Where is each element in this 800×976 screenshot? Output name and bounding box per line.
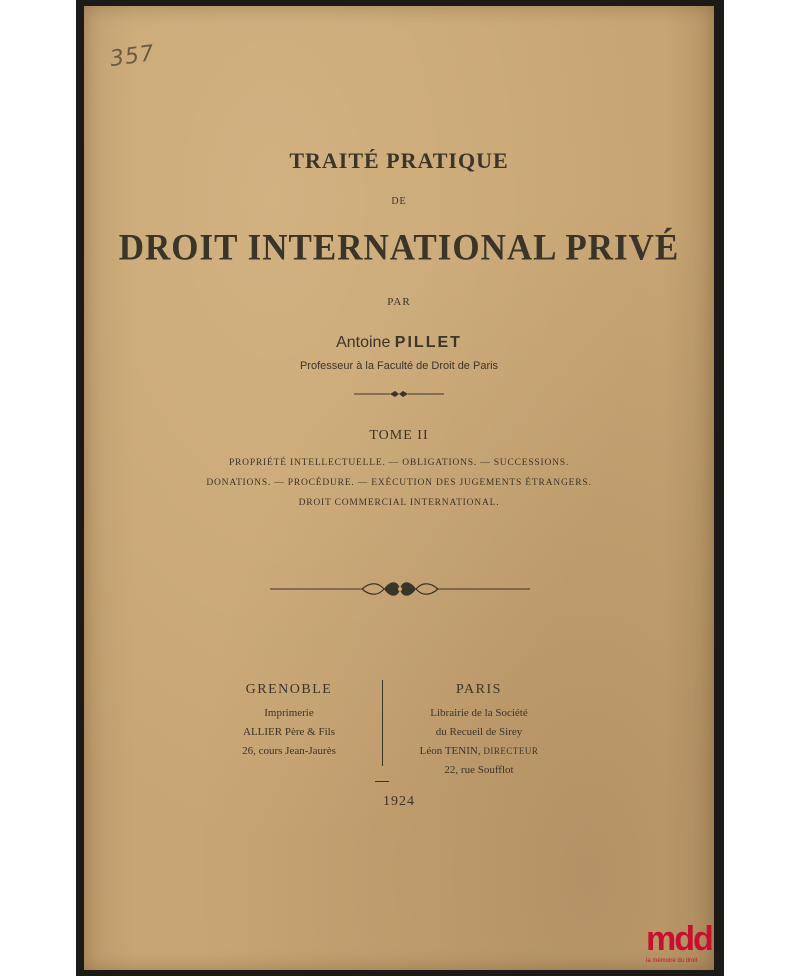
logo-mark: mdd (646, 920, 712, 958)
publisher-line: Imprimerie (264, 707, 314, 719)
publisher-paris (389, 682, 569, 780)
subjects-line: PROPRIÉTÉ INTELLECTUELLE. — OBLIGATIONS. — SUCCESSIONS. (228, 458, 570, 468)
title-de: DE (391, 196, 407, 207)
author-first-name: Antoine (336, 334, 391, 351)
subjects-line: DONATIONS. — PROCÉDURE. — EXÉCUTION DES JUGEMENTS ÉTRANGERS. (206, 478, 592, 488)
mdd-logo (646, 922, 722, 972)
publisher-line: Librairie de la Société (430, 707, 528, 719)
author-affiliation: Professeur à la Faculté de Droit de Paris (299, 360, 499, 372)
publisher-line: ALLIER Père & Fils (243, 726, 335, 738)
par-label: PAR (387, 296, 411, 308)
publisher-city: PARIS (456, 682, 502, 697)
author-name (84, 334, 714, 352)
book-cover (84, 6, 714, 970)
publisher-divider (382, 680, 383, 766)
author-surname: PILLET (394, 334, 462, 351)
title-line1: TRAITÉ PRATIQUE (289, 148, 509, 173)
publication-year: 1924 (383, 794, 415, 809)
title-main: DROIT INTERNATIONAL PRIVÉ (118, 227, 680, 268)
publisher-line (389, 742, 569, 761)
year-dash (375, 781, 389, 782)
publisher-grenoble (204, 682, 374, 761)
publisher-city: GRENOBLE (245, 682, 333, 697)
publisher-director-title: DIRECTEUR (483, 746, 539, 756)
publisher-line: 26, cours Jean-Jaurès (242, 745, 336, 757)
subjects-line: DROIT COMMERCIAL INTERNATIONAL. (298, 498, 500, 508)
small-ornament-icon (354, 388, 444, 400)
handwritten-mark: 357 (108, 40, 157, 73)
logo-tagline: la mémoire du droit (646, 958, 698, 964)
large-ornament-icon (270, 578, 530, 600)
publisher-line: du Recueil de Sirey (435, 726, 523, 738)
publisher-line: 22, rue Soufflot (444, 764, 514, 776)
tome-label: TOME II (369, 428, 429, 443)
publisher-director-name: Léon TENIN, (419, 745, 481, 757)
